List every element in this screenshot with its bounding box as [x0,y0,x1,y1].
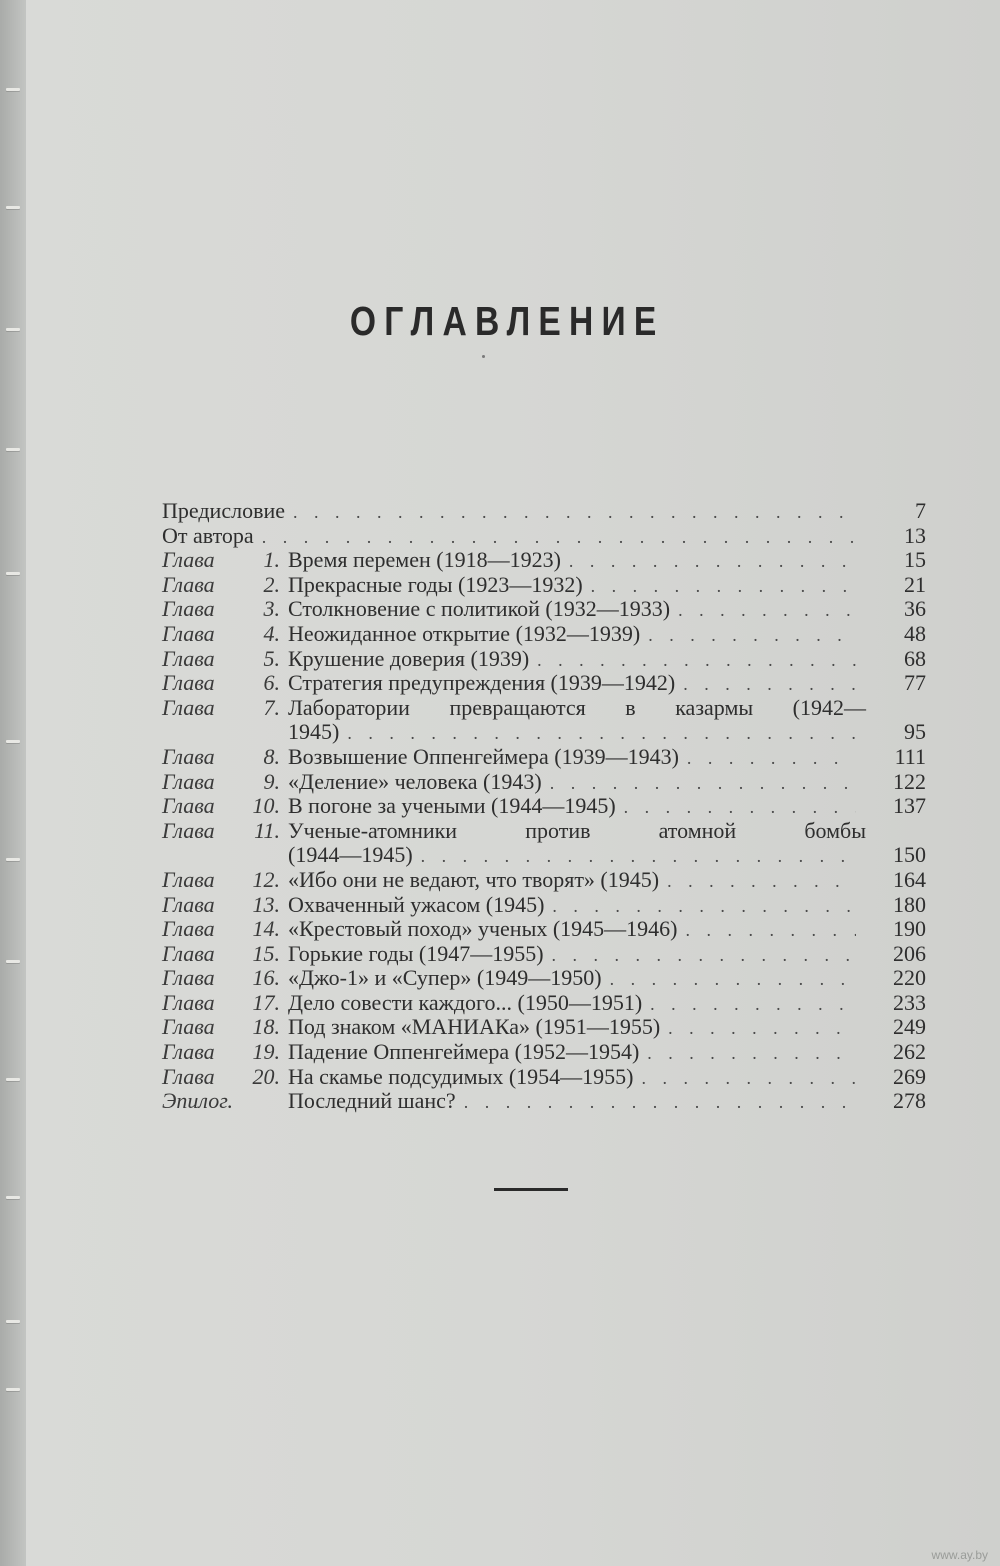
page-number: 278 [893,1088,926,1114]
binding-stitch [6,328,20,331]
chapter-label [162,745,288,770]
chapter-number: 4. [263,620,280,646]
leader-dots [552,943,856,968]
chapter-word: Глава [162,940,215,966]
chapter-number: 15. [252,940,280,966]
entry-title: Стратегия предупреждения (1939—1942) [288,670,676,696]
chapter-label [162,647,288,672]
toc-entry-continuation [162,720,932,745]
chapter-number: 8. [263,743,280,769]
chapter-number: 19. [252,1039,280,1065]
entry-title: «Крестовый поход» ученых (1945—1946) [288,916,678,942]
leader-dots [668,1016,856,1041]
page-number: 111 [894,743,926,769]
entry-title: Горькие годы (1947—1955) [288,940,544,966]
page-number: 190 [893,916,926,942]
entry-title: Столкновение с политикой (1932—1933) [288,596,671,622]
page-number: 206 [893,940,926,966]
chapter-label [162,1040,288,1065]
chapter-word: Глава [162,596,215,622]
paper-speck [482,355,485,358]
leader-dots [550,771,856,796]
chapter-word: Глава [162,916,215,942]
chapter-label [162,696,288,721]
page-number: 36 [904,596,926,622]
chapter-label [162,942,288,967]
page-number: 180 [893,891,926,917]
page-number: 233 [893,989,926,1015]
leader-dots [667,869,856,894]
page-number: 15 [904,547,926,573]
toc-entry-front-matter [162,524,932,549]
entry-title: Ученые-атомники против атомной бомбы [288,817,866,843]
chapter-label [162,966,288,991]
chapter-word: Глава [162,989,215,1015]
chapter-number: 16. [252,965,280,991]
chapter-word: Глава [162,547,215,573]
toc-entry-chapter [162,770,932,795]
toc-entry-chapter [162,1065,932,1090]
chapter-label [162,622,288,647]
binding-stitch [6,1388,20,1391]
entry-title: От автора [162,522,254,548]
binding-stitch [6,960,20,963]
binding-stitch [6,858,20,861]
toc-entry-chapter [162,1015,932,1040]
toc-entry-chapter [162,671,932,696]
toc-entry-chapter [162,794,932,819]
chapter-number: 11. [254,817,280,843]
toc-entry-chapter [162,647,932,672]
page-number: 122 [893,768,926,794]
chapter-word: Глава [162,1063,215,1089]
binding-stitch [6,88,20,91]
entry-title: В погоне за учеными (1944—1945) [288,793,616,819]
end-rule [494,1188,568,1191]
entry-title: Последний шанс? [288,1088,456,1114]
leader-dots [642,1066,856,1091]
toc-entry-chapter [162,548,932,573]
chapter-label [162,597,288,622]
leader-dots [648,623,856,648]
toc-entry-chapter [162,573,932,598]
entry-title: «Деление» человека (1943) [288,768,542,794]
leader-dots [262,525,856,550]
chapter-word: Глава [162,891,215,917]
leader-dots [537,648,856,673]
page-number: 164 [893,866,926,892]
entry-title: На скамье подсудимых (1954—1955) [288,1063,634,1089]
binding-stitch [6,1320,20,1323]
entry-title: Дело совести каждого... (1950—1951) [288,989,643,1015]
toc-entry-epilogue [162,1089,932,1114]
chapter-label [162,868,288,893]
toc-entry-chapter [162,745,932,770]
entry-title: Падение Оппенгеймера (1952—1954) [288,1039,640,1065]
entry-title-continued: (1944—1945) [288,842,413,868]
chapter-label [162,819,288,844]
page-number: 150 [893,842,926,868]
page-number: 7 [915,498,926,523]
entry-title: Лаборатории превращаются в казармы (1942— [288,694,866,720]
chapter-label [162,917,288,942]
binding-stitch [6,1196,20,1199]
watermark: www.ay.by [931,1548,988,1562]
leader-dots [624,795,856,820]
chapter-number: 6. [263,670,280,696]
page-number: 95 [904,719,926,745]
binding-stitch [6,448,20,451]
toc-entry-front-matter [162,499,932,524]
toc-entry-chapter [162,991,932,1016]
toc-entry-chapter [162,966,932,991]
leader-dots [421,844,856,869]
leader-dots [591,574,856,599]
entry-title: «Джо-1» и «Супер» (1949—1950) [288,965,602,991]
binding-stitch [6,572,20,575]
entry-title: Крушение доверия (1939) [288,645,530,671]
chapter-word: Глава [162,1014,215,1040]
leader-dots [552,894,856,919]
leader-dots [678,598,856,623]
entry-title: Прекрасные годы (1923—1932) [288,571,583,597]
epilogue-label: Эпилог. [162,1088,234,1114]
binding-stitch [6,206,20,209]
chapter-number: 17. [252,989,280,1015]
chapter-number: 2. [263,571,280,597]
entry-title: Возвышение Оппенгеймера (1939—1943) [288,743,679,769]
toc-entry-chapter [162,1040,932,1065]
page-number: 137 [893,793,926,819]
chapter-word: Глава [162,1039,215,1065]
chapter-word: Глава [162,743,215,769]
entry-title: Охваченный ужасом (1945) [288,891,545,917]
entry-title-continued: 1945) [288,719,340,745]
binding-stitch [6,1078,20,1081]
chapter-word: Глава [162,694,215,720]
chapter-number: 20. [252,1063,280,1089]
chapter-number: 3. [263,596,280,622]
page-title: ОГЛАВЛЕНИЕ [349,298,665,344]
chapter-number: 13. [252,891,280,917]
chapter-label [162,893,288,918]
page-number: 68 [904,645,926,671]
leader-dots [687,746,856,771]
page-number: 269 [893,1063,926,1089]
entry-title: «Ибо они не ведают, что творят» (1945) [288,866,660,892]
toc-entry-continuation [162,843,932,868]
toc-entry-chapter [162,597,932,622]
toc-entry-chapter [162,917,932,942]
chapter-word: Глава [162,645,215,671]
toc-entry-chapter [162,868,932,893]
page-number: 77 [904,670,926,696]
table-of-contents [162,499,932,1114]
leader-dots [650,992,856,1017]
page-number: 21 [904,571,926,597]
chapter-word: Глава [162,866,215,892]
chapter-word: Глава [162,571,215,597]
chapter-number: 9. [263,768,280,794]
chapter-word: Глава [162,620,215,646]
entry-title: Время перемен (1918—1923) [288,547,561,573]
page-number: 13 [904,522,926,548]
entry-title: Предисловие [162,498,285,523]
leader-dots [293,500,856,525]
page-number: 48 [904,620,926,646]
chapter-word: Глава [162,817,215,843]
leader-dots [647,1041,856,1066]
book-spine [0,0,26,1566]
chapter-number: 12. [252,866,280,892]
leader-dots [347,721,856,746]
chapter-number: 5. [263,645,280,671]
chapter-number: 14. [252,916,280,942]
chapter-label [162,794,288,819]
toc-entry-chapter [162,622,932,647]
chapter-word: Глава [162,965,215,991]
leader-dots [569,549,856,574]
chapter-label [162,1015,288,1040]
chapter-number: 7. [263,694,280,720]
chapter-label [162,548,288,573]
toc-entry-chapter [162,696,932,721]
chapter-label [162,1065,288,1090]
chapter-number: 10. [252,793,280,819]
chapter-word: Глава [162,793,215,819]
chapter-label [162,991,288,1016]
page-number: 220 [893,965,926,991]
page-number: 262 [893,1039,926,1065]
toc-entry-chapter [162,942,932,967]
binding-stitch [6,740,20,743]
chapter-word: Глава [162,670,215,696]
toc-entry-chapter [162,893,932,918]
toc-entry-chapter [162,819,932,844]
leader-dots [610,967,856,992]
chapter-number: 1. [263,547,280,573]
leader-dots [683,672,856,697]
chapter-number: 18. [252,1014,280,1040]
page-number: 249 [893,1014,926,1040]
chapter-label [162,573,288,598]
entry-title: Под знаком «МАНИАКа» (1951—1955) [288,1014,661,1040]
chapter-word: Глава [162,768,215,794]
leader-dots [464,1090,856,1115]
entry-title: Неожиданное открытие (1932—1939) [288,620,641,646]
leader-dots [686,918,856,943]
chapter-label [162,671,288,696]
chapter-label [162,770,288,795]
